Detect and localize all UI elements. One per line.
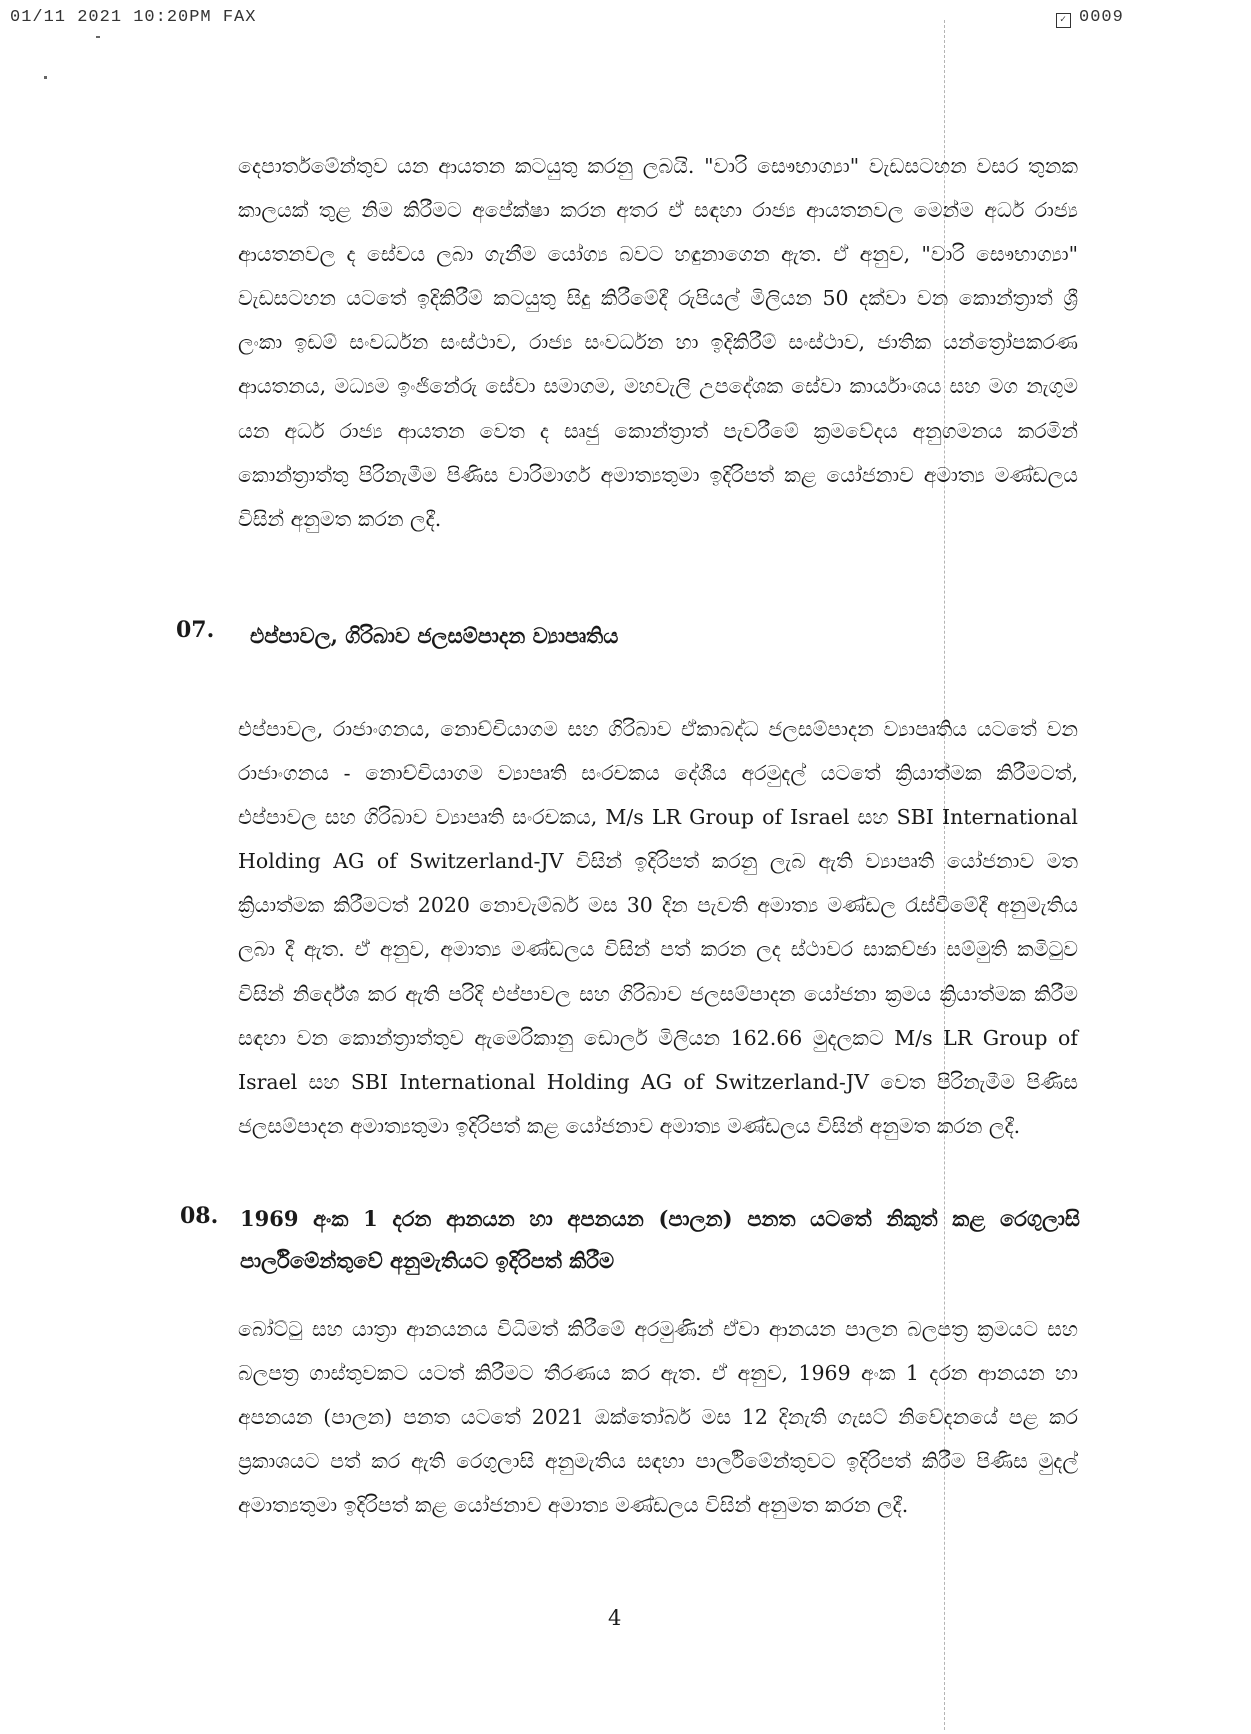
section-08-body: බෝට්ටු සහ යාත්‍රා ආනයනය විධිමත් කිරීමේ අරමුණින් ඒවා ආනයන පාලන බලපත්‍ර ක්‍රමයට සහ බලපත්‍ර ගාස්තුවකට යටත් කිරීමට තීරණය කර ඇත. ඒ අනුව, 1969 අංක 1 දරන ආනයන හා අපනයන (පාලන) පනත යටතේ 2021 ඔක්තෝබර් මස 12 දිනැති ගැසට් නිවේදනයේ පළ කර ප්‍රකාශයට පත් කර ඇති රෙගුලාසි අනුමැතිය සඳහා පාර්ලිමේන්තුවට ඉදිරිපත් කිරීම පිණිස මුදල් අමාත්‍යතුමා ඉදිරිපත් කළ යෝජනාව අමාත්‍ය මණ්ඩලය විසින් අනුමත කරන ලදී. bbox=[238, 1317, 1078, 1518]
scan-speck bbox=[96, 36, 100, 38]
scan-speck bbox=[44, 76, 47, 79]
page-number: 4 bbox=[608, 1606, 622, 1630]
paragraph-continued: දෙපාර්තමේන්තුව යන ආයතන කටයුතු කරනු ලබයි. "වාරි සෞභාග්‍යා" වැඩසටහන වසර තුනක කාලයක් තුළ නිම කිරීමට අපේක්ෂා කරන අතර ඒ සඳහා රාජ්‍ය ආයතනවල මෙන්ම අර්ධ රාජ්‍ය ආයතනවල ද සේවය ලබා ගැනීම යෝග්‍ය බවට හඳුනාගෙන ඇත. ඒ අනුව, "වාරි සෞභාග්‍යා" වැඩසටහන යටතේ ඉදිකිරීම් කටයුතු සිදු කිරීමේදී රුපියල් මිලියන 50 දක්වා වන කොන්ත්‍රාත් ශ්‍රී ලංකා ඉඩම් සංවර්ධන සංස්ථාව, රාජ්‍ය සංවර්ධන හා ඉදිකිරීම් සංස්ථාව, ජාතික යන්ත්‍රෝපකරණ ආයතනය, මධ්‍යම ඉංජිනේරු සේවා සමාගම, මහවැලි උපදේශක සේවා කාර්යාංශය සහ මග නැගුම යන අර්ධ රාජ්‍ය ආයතන වෙත ද සෘජු කොන්ත්‍රාත් පැවරීමේ ක්‍රමවේදය අනුගමනය කරමින් කොන්ත්‍රාත්තු පිරිනැමීම පිණිස වාරිමාර්ග අමාත්‍යතුමා ඉදිරිපත් කළ යෝජනාව අමාත්‍ය මණ්ඩලය විසින් අනුමත කරන ලදී. bbox=[238, 154, 1078, 531]
section-number-08: 08. bbox=[180, 1203, 219, 1229]
fax-transmission-stamp: 01/11 2021 10:20PM FAX bbox=[10, 8, 257, 27]
fax-page-counter bbox=[1056, 8, 1124, 28]
section-number-07: 07. bbox=[176, 617, 215, 643]
fax-header bbox=[0, 8, 1251, 34]
section-07-body: එප්පාවල, රාජාංගනය, නොච්චියාගම සහ ගිරිබාව ඒකාබද්ධ ජලසම්පාදන ව්‍යාපෘතිය යටතේ වන රාජාංගනය - නොච්චියාගම ව්‍යාපෘති සංරචකය දේශීය අරමුදල් යටතේ ක්‍රියාත්මක කිරීමටත්, එප්පාවල සහ ගිරිබාව ව්‍යාපෘති සංරචකය, M/s LR Group of Israel සහ SBI International Holding AG of Switzerland-JV විසින් ඉදිරිපත් කරනු ලැබ ඇති ව්‍යාපෘති යෝජනාව මත ක්‍රියාත්මක කිරීමටත් 2020 නොවැම්බර් මස 30 දින පැවති අමාත්‍ය මණ්ඩල රැස්වීමේදී අනුමැතිය ලබා දී ඇත. ඒ අනුව, අමාත්‍ය මණ්ඩලය විසින් පත් කරන ලද ස්ථාවර සාකච්ඡා සම්මුති කමිටුව විසින් නිර්දේශ කර ඇති පරිදි එප්පාවල සහ ගිරිබාව ජලසම්පාදන යෝජනා ක්‍රමය ක්‍රියාත්මක කිරීම සඳහා වන කොන්ත්‍රාත්තුව ඇමෙරිකානු ඩොලර් මිලියන 162.66 මුදලකට M/s LR Group of Israel සහ SBI International Holding AG of Switzerland-JV වෙත පිරිනැමීම පිණිස ජලසම්පාදන අමාත්‍යතුමා ඉදිරිපත් කළ යෝජනාව අමාත්‍ය මණ්ඩලය විසින් අනුමත කරන ලදී. bbox=[238, 717, 1078, 1138]
fax-page-number: 0009 bbox=[1079, 8, 1124, 27]
section-title-07: එප්පාවල, ගිරිබාව ජලසම්පාදන ව්‍යාපෘතිය bbox=[250, 623, 619, 648]
section-title-08: 1969 අංක 1 දරන ආනයන හා අපනයන (පාලන) පනත යටතේ නිකුත් කළ රෙගුලාසි පාර්ලිමේන්තුවේ අනුමැතියට ඉදිරිපත් කිරීම bbox=[240, 1206, 1080, 1273]
checkbox-icon: ✓ bbox=[1056, 13, 1071, 28]
